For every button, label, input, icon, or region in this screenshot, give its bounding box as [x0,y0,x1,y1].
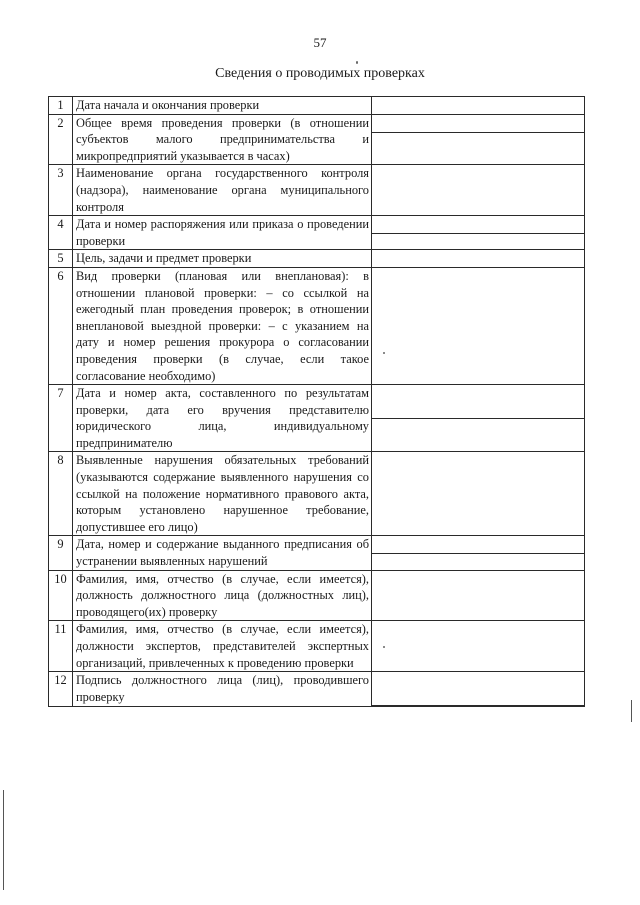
scan-speck [383,352,385,354]
row-label: Дата и номер распоряжения или приказа о проведении проверки [73,216,372,250]
table-row [49,452,585,536]
table-row [49,165,585,216]
table-row [49,267,585,384]
scan-speck [356,61,358,64]
row-number: 4 [49,216,73,250]
row-value-cell[interactable] [372,570,585,621]
table-row [49,250,585,268]
row-number: 7 [49,385,73,452]
document-title: Сведения о проводимых проверках [215,66,425,81]
row-value-cell[interactable] [372,385,585,452]
row-number: 8 [49,452,73,536]
row-label: Подпись должностного лица (лиц), проводившего проверку [73,672,372,707]
row-label: Фамилия, имя, отчество (в случае, если имеется), должности экспертов, представителей экспертных организаций, привлеченных к проведению проверки [73,621,372,672]
row-label: Цель, задачи и предмет проверки [73,250,372,268]
row-value-cell[interactable] [372,114,585,165]
row-value-cell[interactable] [372,165,585,216]
row-number: 2 [49,114,73,165]
row-label: Дата и номер акта, составленного по результатам проверки, дата его вручения представителю юридического лица, индивидуальному предпринимателю [73,385,372,452]
inspection-records-table [48,96,585,707]
value-box [372,385,584,419]
table-row [49,536,585,570]
row-number: 5 [49,250,73,268]
row-label: Дата, номер и содержание выданного предписания об устранении выявленных нарушений [73,536,372,570]
row-number: 10 [49,570,73,621]
row-value-cell[interactable] [372,250,585,268]
table-row [49,216,585,250]
row-value-cell[interactable] [372,97,585,115]
row-number: 6 [49,267,73,384]
value-box [372,536,584,554]
page-number: 57 [313,35,327,50]
table-row [49,114,585,165]
value-box [372,216,584,234]
row-label: Вид проверки (плановая или внеплановая): в отношении плановой проверки: – со ссылкой на ежегодный план проведения проверок; в отношении внеплановой выездной проверки: – с указанием на дату и номер решения прокурора о согласовании проведения проверки (в случае, если такое согласование необходимо) [73,267,372,384]
table-row [49,570,585,621]
row-number: 12 [49,672,73,707]
row-label: Дата начала и окончания проверки [73,97,372,115]
row-value-cell[interactable] [372,267,585,384]
row-label: Общее время проведения проверки (в отношении субъектов малого предпринимательства и микропредприятий указывается в часах) [73,114,372,165]
table-row [49,672,585,707]
row-value-cell[interactable] [372,621,585,672]
row-label: Наименование органа государственного контроля (надзора), наименование органа муниципального контроля [73,165,372,216]
row-value-cell[interactable] [372,216,585,250]
value-box [372,115,584,133]
scan-edge-mark [631,700,632,722]
row-label: Фамилия, имя, отчество (в случае, если имеется), должность должностного лица (должностных лиц), проводящего(их) проверку [73,570,372,621]
table-row [49,97,585,115]
row-value-cell[interactable] [372,672,585,707]
row-number: 9 [49,536,73,570]
table-row [49,621,585,672]
row-number: 11 [49,621,73,672]
row-label: Выявленные нарушения обязательных требований (указываются содержание выявленного нарушения со ссылкой на положение нормативного правового акта, которым установлено нарушенное требование, допустившее его лицо) [73,452,372,536]
row-number: 1 [49,97,73,115]
value-box [372,672,584,706]
table-row [49,385,585,452]
row-value-cell[interactable] [372,452,585,536]
row-number: 3 [49,165,73,216]
row-value-cell[interactable] [372,536,585,570]
scan-speck [383,646,385,648]
scan-edge-mark [3,790,4,890]
